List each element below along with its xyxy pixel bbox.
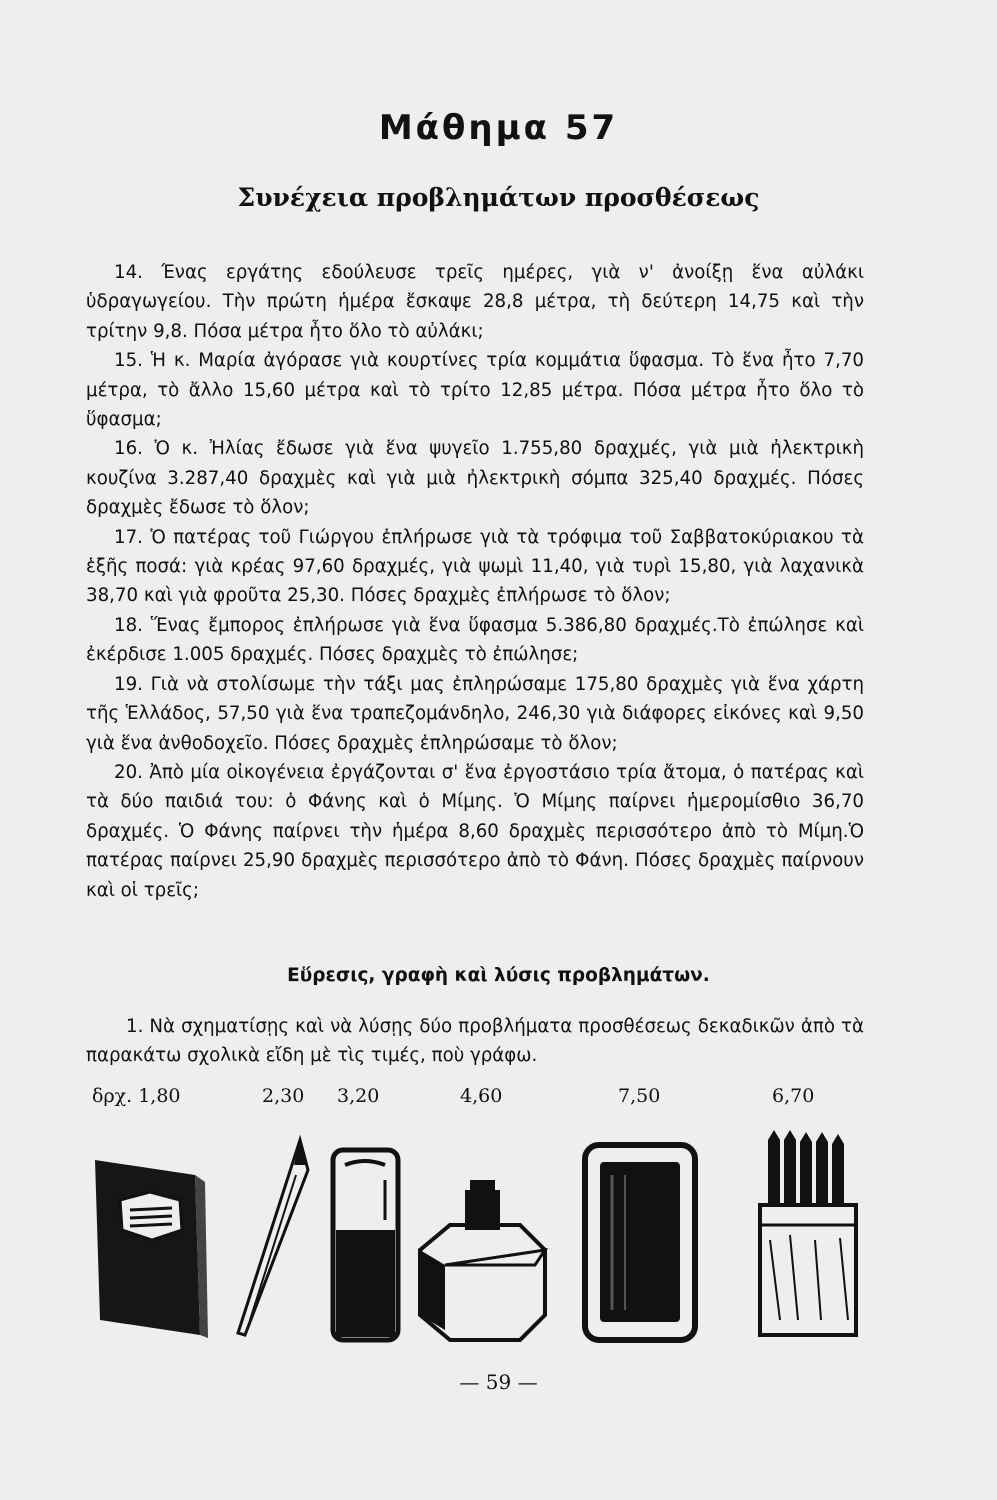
problem-15: 15. Ἡ κ. Μαρία ἀγόρασε γιὰ κουρτίνες τρία κομμάτια ὕφασμα. Τὸ ἕνα ἦτο 7,70 μέτρα, τὸ ἄλλο 15,60 μέτρα καὶ τὸ τρίτο 12,85 μέτρα. Πόσα μέτρα ἦτο ὅλο τὸ ὕφασμα; (86, 350, 864, 431)
price-row (0, 1085, 997, 1115)
eraser-icon (333, 1150, 398, 1340)
pencil-box-icon (760, 1130, 856, 1335)
price-pencil-box: 6,70 (772, 1085, 815, 1107)
price-slate: 7,50 (618, 1085, 661, 1107)
price-inkwell: 4,60 (460, 1085, 503, 1107)
problem-16: 16. Ὁ κ. Ἠλίας ἔδωσε γιὰ ἕνα ψυγεῖο 1.755,80 δραχμές, γιὰ μιὰ ἠλεκτρικὴ κουζίνα 3.287,40 δραχμὲς καὶ γιὰ μιὰ ἠλεκτρικὴ σόμπα 325,40 δραχμές. Πόσες δραχμὲς ἔδωσε τὸ ὅλον; (86, 438, 864, 519)
price-notebook: δρχ. 1,80 (92, 1085, 181, 1107)
inkwell-icon (420, 1180, 545, 1340)
section-heading: Εὕρεσις, γραφὴ καὶ λύσις προβλημάτων. (287, 965, 710, 986)
task-1: 1. Νὰ σχηματίσῃς καὶ νὰ λύσῃς δύο προβλήματα προσθέσεως δεκαδικῶν ἀπὸ τὰ παρακάτω σχολικὰ εἴδη μὲ τὶς τιμές, ποὺ γράφω. (86, 1016, 864, 1067)
lesson-title: Μάθημα 57 (378, 108, 619, 148)
price-eraser: 3,20 (337, 1085, 380, 1107)
pen-icon (238, 1140, 308, 1335)
problem-19: 19. Γιὰ νὰ στολίσωμε τὴν τάξι μας ἐπληρώσαμε 175,80 δραχμὲς γιὰ ἕνα χάρτη τῆς Ἑλλάδος, 57,50 γιὰ ἕνα τραπεζομάνδηλο, 246,30 γιὰ διάφορες εἰκόνες καὶ 9,50 γιὰ ἕνα ἀνθοδοχεῖο. Πόσες δραχμὲς ἐπληρώσαμε τὸ ὅλον; (86, 673, 864, 754)
notebook-icon (95, 1160, 208, 1338)
problem-18: 18. Ἕνας ἔμπορος ἐπλήρωσε γιὰ ἕνα ὕφασμα 5.386,80 δραχμές.Τὸ ἐπώλησε καὶ ἐκέρδισε 1.005 δραχμές. Πόσες δραχμὲς τὸ ἐπώλησε; (86, 614, 864, 666)
problem-list (86, 258, 864, 905)
lesson-subtitle: Συνέχεια προβλημάτων προσθέσεως (237, 183, 760, 212)
slate-icon (585, 1145, 695, 1340)
problem-17: 17. Ὁ πατέρας τοῦ Γιώργου ἐπλήρωσε γιὰ τὰ τρόφιμα τοῦ Σαββατοκύριακου τὰ ἑξῆς ποσά: γιὰ κρέας 97,60 δραχμές, γιὰ ψωμὶ 11,40, γιὰ τυρὶ 15,80, γιὰ λαχανικὰ 38,70 καὶ γιὰ φροῦτα 25,30. Πόσες δραχμὲς ἐπλήρωσε τὸ ὅλον; (86, 526, 864, 607)
problem-14: 14. Ένας εργάτης εδούλευσε τρεῖς ημέρες, γιὰ ν' ἀνοίξῃ ἕνα αὐλάκι ὑδραγωγείου. Τὴν πρώτη ἡμέρα ἔσκαψε 28,8 μέτρα, τὴ δεύτερη 14,75 καὶ τὴν τρίτην 9,8. Πόσα μέτρα ἦτο ὅλο τὸ αὐλάκι; (86, 262, 864, 342)
problem-20: 20. Ἀπὸ μία οἰκογένεια ἐργάζονται σ' ἕνα ἐργοστάσιο τρία ἄτομα, ὁ πατέρας καὶ τὰ δύο παιδιά του: ὁ Φάνης καὶ ὁ Μίμης. Ὁ Μίμης παίρνει ἡμερομίσθιο 36,70 δραχμές. Ὁ Φάνης παίρνει τὴν ἡμέρα 8,60 δραχμὲς περισσότερο ἀπὸ τὸ Μίμη.Ὁ πατέρας παίρνει 25,90 δραχμὲς περισσότερο ἀπὸ τὸ Φάνη. Πόσες δραχμὲς παίρνουν καὶ οἱ τρεῖς; (86, 761, 864, 901)
page-number: — 59 — (459, 1370, 538, 1394)
price-pen: 2,30 (262, 1085, 305, 1107)
school-supplies-illustration (0, 1130, 997, 1350)
